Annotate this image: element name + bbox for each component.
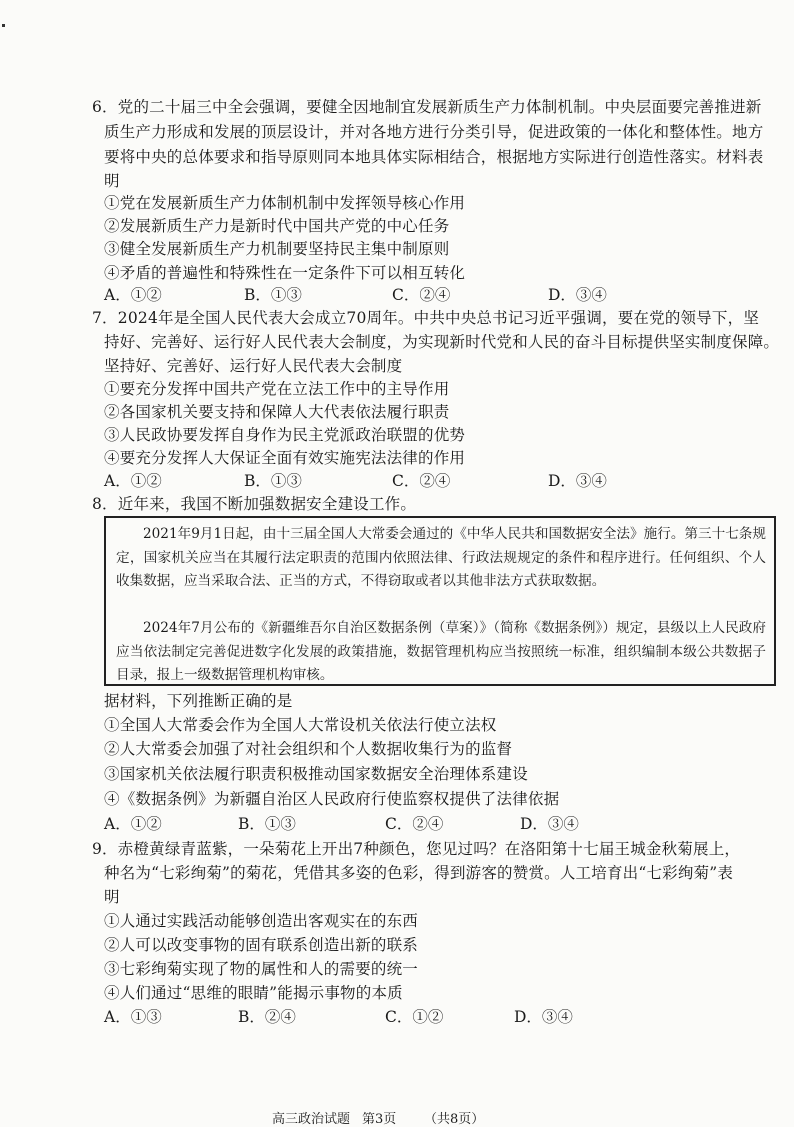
material-paragraph-2: 2024年7月公布的《新疆维吾尔自治区数据条例（草案）》（简称《数据条例》）规定，县级以上人民政府应当依法制定完善促进数字化发展的政策措施，数据管理机构应当按照统一标准，组织编制本级公共数据子目录，报上一级数据管理机构审核。 xyxy=(116,620,766,683)
q8-stem: 8．近年来，我国不断加强数据安全建设工作。 xyxy=(92,495,417,513)
q6-statement-3: ③健全发展新质生产力机制要坚持民主集中制原则 xyxy=(104,240,450,258)
q8-option-c: C．②④ xyxy=(385,815,444,833)
q7-stem-line-3: 坚持好、完善好、运行好人民代表大会制度 xyxy=(104,357,403,375)
scan-speck xyxy=(2,24,5,27)
q9-statement-4: ④人们通过“思维的眼睛”能揭示事物的本质 xyxy=(104,984,403,1002)
q9-statement-2: ②人可以改变事物的固有联系创造出新的联系 xyxy=(104,936,419,954)
q6-option-b: B．①③ xyxy=(244,286,302,304)
q6-option-a: A．①② xyxy=(104,286,162,304)
footer-page-total: （共8页） xyxy=(424,1112,485,1127)
q8-statement-1: ①全国人大常委会作为全国人大常设机关依法行使立法权 xyxy=(104,716,497,734)
q8-option-b: B．①③ xyxy=(238,815,296,833)
q8-statement-2: ②人大常委会加强了对社会组织和个人数据收集行为的监督 xyxy=(104,740,513,758)
q9-option-a: A．①③ xyxy=(104,1008,162,1026)
q6-statement-2: ②发展新质生产力是新时代中国共产党的中心任务 xyxy=(104,217,450,235)
q9-statement-3: ③七彩绚菊实现了物的属性和人的需要的统一 xyxy=(104,960,419,978)
q8-option-a: A．①② xyxy=(104,815,162,833)
footer-page-number: 第3页 xyxy=(362,1112,397,1127)
q7-statement-3: ③人民政协要发挥自身作为民主党派政治联盟的优势 xyxy=(104,426,466,444)
q9-stem-line-1: 9．赤橙黄绿青蓝紫，一朵菊花上开出7种颜色，您见过吗？在洛阳第十七届王城金秋菊展上， xyxy=(92,840,741,858)
q8-statement-4: ④《数据条例》为新疆自治区人民政府行使监察权提供了法律依据 xyxy=(104,790,560,808)
q7-option-b: B．①③ xyxy=(244,472,302,490)
q8-statement-3: ③国家机关依法履行职责积极推动国家数据安全治理体系建设 xyxy=(104,765,528,783)
q8-question-text: 据材料，下列推断正确的是 xyxy=(104,692,293,710)
q9-option-c: C．①② xyxy=(385,1008,444,1026)
q6-stem-line-4: 明 xyxy=(104,172,120,190)
q9-stem-line-2: 种名为“七彩绚菊”的菊花，凭借其多姿的色彩，得到游客的赞赏。人工培育出“七彩绚菊”表 xyxy=(104,864,734,882)
footer-title: 高三政治试题 xyxy=(272,1112,351,1127)
q6-option-c: C．②④ xyxy=(392,286,451,304)
q7-option-a: A．①② xyxy=(104,472,162,490)
q6-stem-line-2: 质生产力形成和发展的顶层设计，并对各地方进行分类引导，促进政策的一体化和整体性。地方 xyxy=(104,123,764,141)
q7-stem-line-1: 7．2024年是全国人民代表大会成立70周年。中共中央总书记习近平强调，要在党的领导下，坚 xyxy=(92,309,760,327)
q7-option-d: D．③④ xyxy=(548,472,607,490)
q6-stem-line-3: 要将中央的总体要求和指导原则同本地具体实际相结合，根据地方实际进行创造性落实。材料表 xyxy=(104,148,764,166)
material-box xyxy=(104,516,776,686)
q9-stem-line-3: 明 xyxy=(104,888,120,906)
q6-option-d: D．③④ xyxy=(548,286,607,304)
material-paragraph-1: 2021年9月1日起，由十三届全国人大常委会通过的《中华人民共和国数据安全法》施行。第三十七条规定，国家机关应当在其履行法定职责的范围内依照法律、行政法规规定的条件和程序进行。任何组织、个人收集数据，应当采取合法、正当的方式，不得窃取或者以其他非法方式获取数据。 xyxy=(116,526,766,589)
q7-option-c: C．②④ xyxy=(392,472,451,490)
q7-statement-2: ②各国家机关要支持和保障人大代表依法履行职责 xyxy=(104,403,450,421)
q6-statement-1: ①党在发展新质生产力体制机制中发挥领导核心作用 xyxy=(104,194,466,212)
q9-option-b: B．②④ xyxy=(238,1008,296,1026)
q9-option-d: D．③④ xyxy=(514,1008,573,1026)
q6-stem-line-1: 6．党的二十届三中全会强调，要健全因地制宜发展新质生产力体制机制。中央层面要完善推进新 xyxy=(92,98,762,116)
q7-statement-1: ①要充分发挥中国共产党在立法工作中的主导作用 xyxy=(104,380,450,398)
q7-stem-line-2: 持好、完善好、运行好人民代表大会制度，为实现新时代党和人民的奋斗目标提供坚实制度保障。 xyxy=(104,333,780,351)
q8-option-d: D．③④ xyxy=(520,815,579,833)
q7-statement-4: ④要充分发挥人大保证全面有效实施宪法法律的作用 xyxy=(104,449,466,467)
q9-statement-1: ①人通过实践活动能够创造出客观实在的东西 xyxy=(104,912,419,930)
q6-statement-4: ④矛盾的普遍性和特殊性在一定条件下可以相互转化 xyxy=(104,264,466,282)
